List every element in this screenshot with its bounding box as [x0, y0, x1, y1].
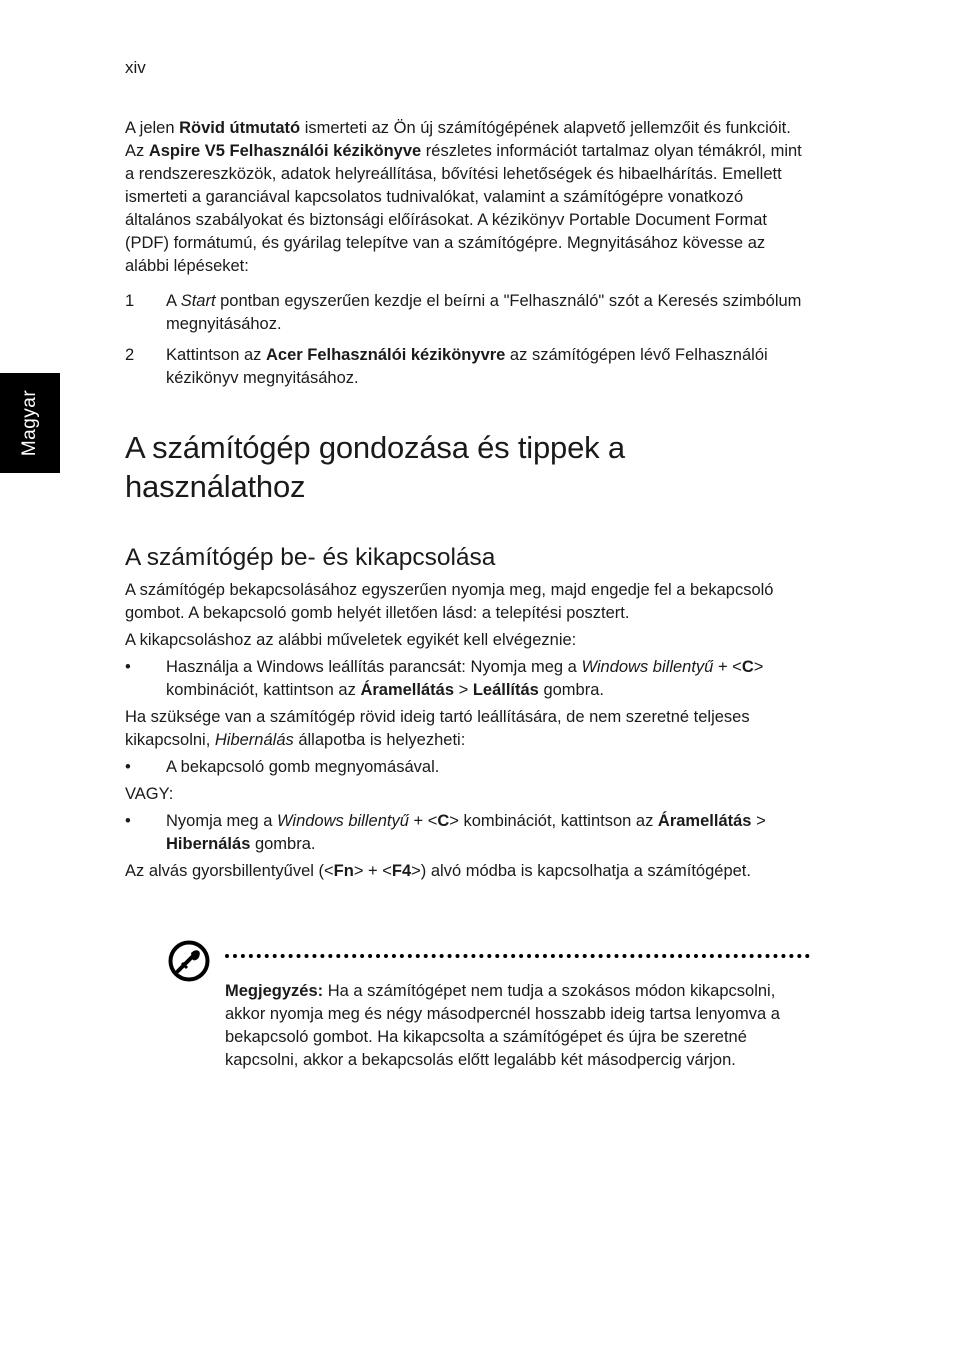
step-text [166, 344, 805, 390]
step-text-part: A [166, 292, 181, 310]
bullet-bold: Áramellátás [657, 812, 752, 830]
step-text-part: pontban egyszerűen kezdje el beírni a "Felhasználó" szót a Keresés szimbólum megnyitásához. [166, 292, 802, 333]
bullet-text: A bekapcsoló gomb megnyomásával. [166, 758, 440, 776]
sleep-text-part: >) alvó módba is kapcsolhatja a számítógépet. [411, 862, 751, 880]
step-number: 1 [125, 292, 135, 310]
step-text-part: az számítógépen lévő Felhasználói kézikönyv megnyitásához. [166, 346, 768, 387]
bullet-bold: Leállítás [472, 681, 539, 699]
power-button-bullet [125, 756, 805, 779]
section-title: A számítógép gondozása és tippek a használathoz [125, 430, 625, 504]
bullet-text-part: gombra. [538, 681, 604, 699]
bullet-text-part: Használja a Windows leállítás parancsát: Nyomja meg a [166, 658, 582, 676]
bullet-text-part: > [751, 812, 766, 830]
bullet-text-part: > [454, 681, 473, 699]
or-label: VAGY: [125, 785, 174, 803]
subsection-title: A számítógép be- és kikapcsolása [125, 544, 496, 571]
sleep-text-part: > + < [353, 862, 392, 880]
bullet-italic: Windows billentyű [276, 812, 409, 830]
power-on-paragraph: A számítógép bekapcsolásához egyszerűen nyomja meg, majd engedje fel a bekapcsoló gombot. A bekapcsoló gomb helyét illetően lásd: a telepítési posztert. [125, 581, 774, 622]
intro-text-3: részletes információt tartalmaz olyan témákról, mint a rendszereszközök, adatok helyreállítása, bővítési lehetőségek és hibaelhárítás. Emellett ismerteti a garanciával kapcsolatos tudnivalókat, valamint a számítógépre vonatkozó általános szabályokat és biztonsági előírásokat. A kézikönyv Portable Document Format (PDF) formátumú, és gyárilag telepítve van a számítógépre. Megnyitásához kövesse az alábbi lépéseket: [125, 142, 802, 275]
bullet-text-part: > kombinációt, kattintson az [166, 658, 764, 699]
bullet-text-part: gombra. [250, 835, 316, 853]
bullet-text [166, 656, 805, 702]
hibernate-italic: Hibernálás [214, 731, 294, 749]
step-text-part: Kattintson az [166, 346, 266, 364]
hibernate-bullet [125, 810, 805, 856]
bullet-marker: • [125, 758, 131, 776]
step-2 [125, 344, 805, 390]
bullet-marker: • [125, 658, 131, 676]
step-1 [125, 290, 805, 336]
bullet-marker: • [125, 812, 131, 830]
bullet-text [166, 810, 805, 856]
intro-bold-2: Aspire V5 Felhasználói kézikönyve [148, 142, 422, 160]
note-pen-icon [168, 940, 210, 982]
sleep-text-part: Az alvás gyorsbillentyűvel (< [125, 862, 334, 880]
language-tab-label: Magyar [19, 389, 41, 457]
bullet-bold: Hibernálás [166, 835, 251, 853]
hibernate-text-2: állapotba is helyezheti: [293, 731, 466, 749]
page-content [125, 117, 805, 887]
bullet-bold: C [437, 812, 450, 830]
bullet-text-part: > kombinációt, kattintson az [449, 812, 658, 830]
sleep-bold: Fn [333, 862, 354, 880]
bullet-italic: Windows billentyű [581, 658, 714, 676]
bullet-text-part: + < [713, 658, 742, 676]
note-box [168, 940, 810, 1110]
hibernate-paragraph [125, 706, 805, 752]
intro-paragraph [125, 117, 805, 278]
step-text [166, 290, 805, 336]
hibernate-text-1: Ha szüksége van a számítógép rövid ideig tartó leállítására, de nem szeretné teljeses kikapcsolni, [125, 708, 750, 749]
intro-bold-1: Rövid útmutató [179, 119, 301, 137]
note-body: Ha a számítógépet nem tudja a szokásos módon kikapcsolni, akkor nyomja meg és négy másodpercnél hosszabb ideig tartsa lenyomva a bekapcsoló gombot. Ha kikapcsolta a számítógépet és újra be szeretné kapcsolni, akkor a bekapcsolás előtt legalább két másodpercig várjon. [225, 982, 780, 1069]
intro-text-2: ismerteti az Ön új számítógépének alapvető jellemzőit és funkcióit. Az [125, 119, 791, 160]
page-number: xiv [125, 58, 146, 77]
bullet-text-part: + < [408, 812, 438, 830]
step-number: 2 [125, 346, 135, 364]
bullet-bold: Áramellátás [360, 681, 454, 699]
intro-text-1: A jelen [125, 119, 180, 137]
step-italic: Start [180, 292, 216, 310]
language-tab [0, 373, 60, 473]
shutdown-bullet [125, 656, 805, 702]
bullet-text-part: Nyomja meg a [166, 812, 277, 830]
step-bold: Acer Felhasználói kézikönyvre [265, 346, 506, 364]
note-divider [225, 954, 810, 958]
sleep-bold: F4 [391, 862, 412, 880]
note-text [225, 980, 795, 1072]
bullet-bold: C [741, 658, 754, 676]
power-off-paragraph: A kikapcsoláshoz az alábbi műveletek egyikét kell elvégeznie: [125, 631, 577, 649]
sleep-paragraph [125, 860, 805, 883]
note-label: Megjegyzés: [225, 982, 324, 1000]
